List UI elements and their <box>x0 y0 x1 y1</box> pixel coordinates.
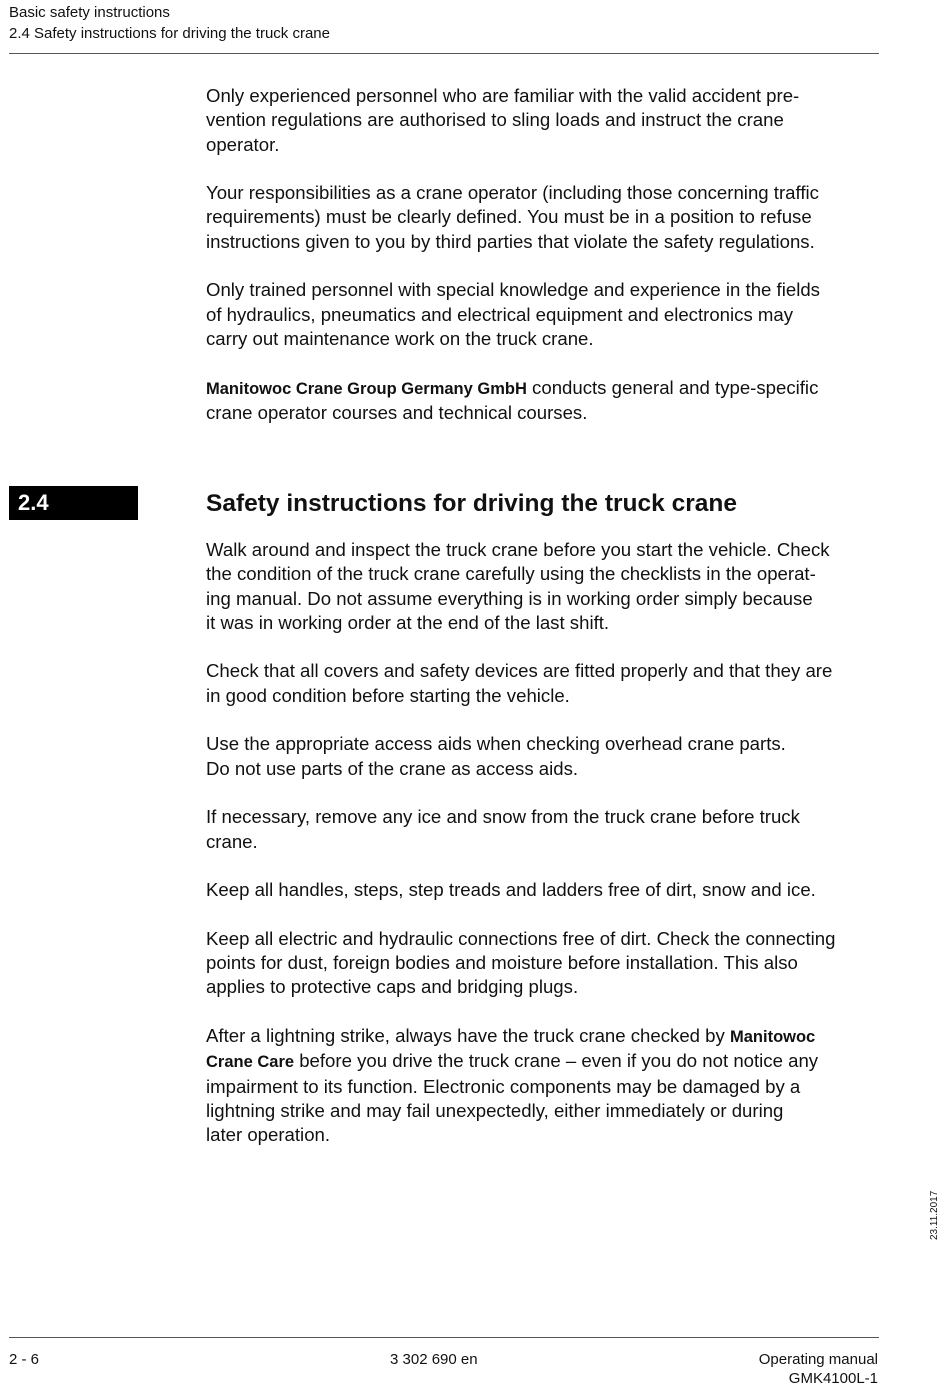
paragraph: Keep all electric and hydraulic connections free of dirt. Check the connecting points for dust, foreign bodies and moisture before installation. This also applies to protective caps and bridging plugs. <box>206 927 836 998</box>
service-name-part2: Crane Care <box>206 1053 295 1072</box>
paragraph: If necessary, remove any ice and snow from the truck crane before truck crane. <box>206 806 800 852</box>
paragraph-text: before you drive the truck crane – even if you do not notice any impairment to its function. Electronic components may be damaged by a lightning strike and may fail unexpectedly, either immediately or during later operation. <box>206 1050 819 1146</box>
header-chapter: Basic safety instructions <box>9 4 170 21</box>
page-number: 2 - 6 <box>9 1351 40 1368</box>
header-section: 2.4 Safety instructions for driving the truck crane <box>9 25 330 42</box>
company-name: Manitowoc Crane Group Germany GmbH <box>206 379 527 398</box>
page-header <box>9 2 330 44</box>
paragraph: Keep all handles, steps, step treads and ladders free of dirt, snow and ice. <box>206 879 816 901</box>
paragraph: Only trained personnel with special knowledge and experience in the fields of hydraulics, pneumatics and electrical equipment and electronics may carry out maintenance work on the truck crane. <box>206 279 820 349</box>
section-text <box>206 538 882 1172</box>
paragraph: Use the appropriate access aids when checking overhead crane parts. Do not use parts of the crane as access aids. <box>206 733 786 779</box>
revision-date: 23.11.2017 <box>929 1190 940 1240</box>
paragraph: Your responsibilities as a crane operator (including those concerning traffic requirements) must be clearly defined. You must be in a position to refuse instructions given to you by third parties that violate the safety regulations. <box>206 182 819 252</box>
intro-text <box>206 84 882 449</box>
paragraph: Check that all covers and safety devices are fitted properly and that they are in good condition before starting the vehicle. <box>206 660 833 706</box>
footer-divider <box>9 1337 879 1338</box>
service-name-part1: Manitowoc <box>729 1027 816 1046</box>
manual-model: GMK4100L-1 <box>788 1370 878 1387</box>
paragraph: Only experienced personnel who are familiar with the valid accident pre- vention regulations are authorised to sling loads and instruct the crane operator. <box>206 85 800 155</box>
manual-title: Operating manual <box>758 1351 878 1368</box>
paragraph <box>206 1024 882 1147</box>
paragraph: Walk around and inspect the truck crane before you start the vehicle. Check the condition of the truck crane carefully using the checklists in the operat- ing manual. Do not assume everything is in working order simply because it was in working order at the end of the last shift. <box>206 539 830 633</box>
document-number: 3 302 690 en <box>390 1351 478 1368</box>
paragraph-text: After a lightning strike, always have the truck crane checked by <box>206 1024 730 1046</box>
manual-name <box>759 1350 878 1388</box>
paragraph <box>206 376 882 426</box>
paragraph-text: conducts general and type-specific crane operator courses and technical courses. <box>206 376 819 423</box>
section-title: Safety instructions for driving the truck crane <box>206 490 737 517</box>
section-number-badge: 2.4 <box>9 486 138 520</box>
header-divider <box>9 53 879 54</box>
